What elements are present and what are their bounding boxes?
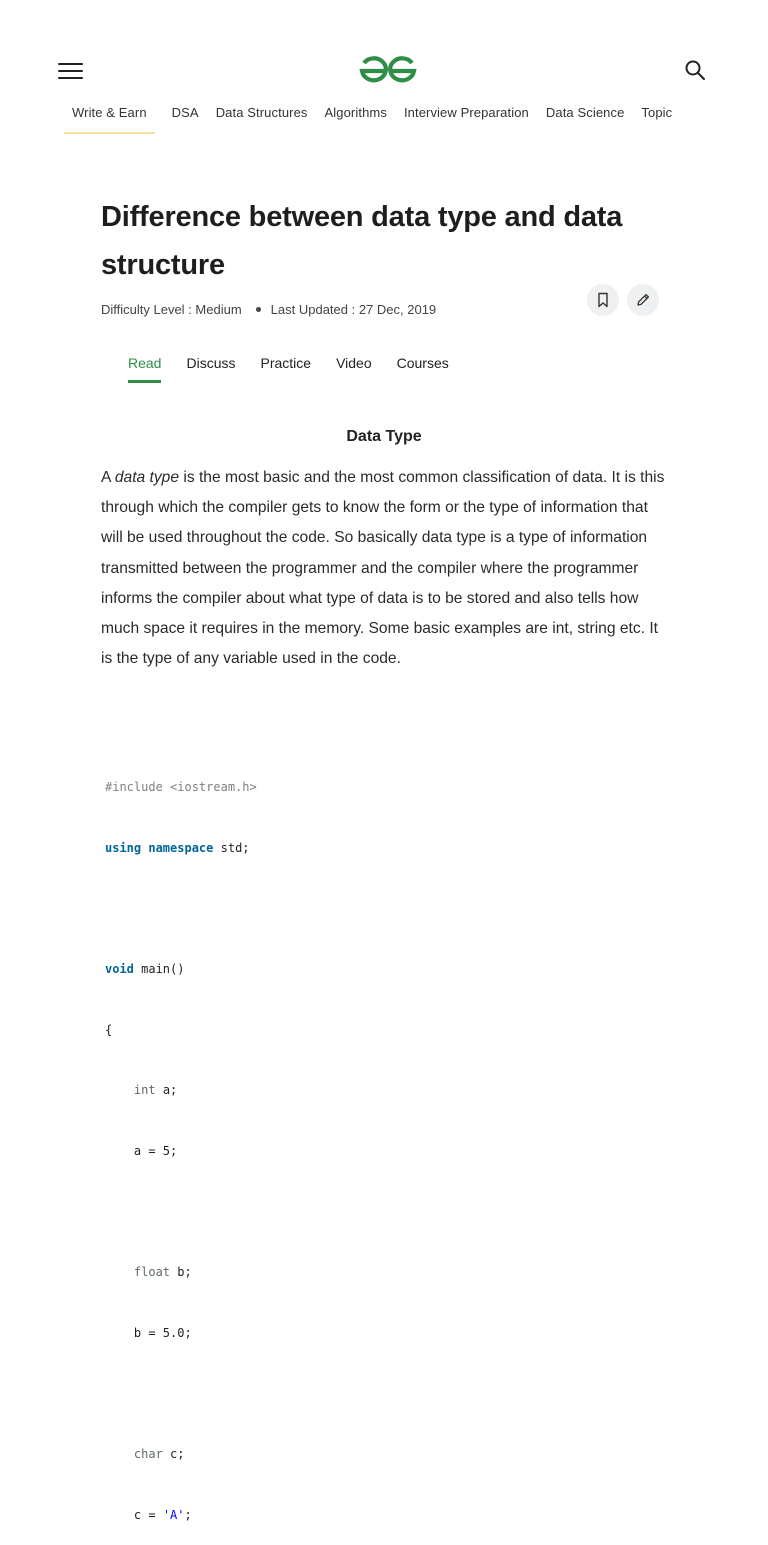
bookmark-icon <box>596 292 610 308</box>
code-text: c; <box>162 1446 185 1461</box>
difficulty-level: Difficulty Level : Medium <box>101 302 242 317</box>
code-blank-line <box>105 1383 257 1403</box>
edit-button[interactable] <box>627 284 659 316</box>
tab-read[interactable]: Read <box>128 355 161 383</box>
nav-item-data-structures[interactable]: Data Structures <box>215 105 308 120</box>
code-text: main() <box>133 962 185 977</box>
nav-item-data-science[interactable]: Data Science <box>545 105 625 120</box>
pencil-icon <box>635 292 651 308</box>
last-updated: Last Updated : 27 Dec, 2019 <box>270 302 437 317</box>
code-line <box>105 1262 257 1282</box>
bookmark-button[interactable] <box>587 284 619 316</box>
nav-item-interview-preparation[interactable]: Interview Preparation <box>403 105 529 120</box>
section-heading: Data Type <box>346 428 422 445</box>
code-line <box>105 1141 257 1161</box>
code-line <box>105 1020 257 1040</box>
meta-separator <box>256 307 261 312</box>
code-line <box>105 1444 257 1464</box>
search-icon[interactable] <box>683 58 707 82</box>
code-block <box>105 737 257 1545</box>
code-text: a; <box>155 1083 178 1098</box>
code-keyword: using <box>105 841 142 855</box>
code-text: b = 5.0; <box>133 1325 192 1340</box>
hamburger-menu-icon[interactable] <box>58 59 84 81</box>
site-header <box>0 0 768 140</box>
tab-discuss[interactable]: Discuss <box>186 355 236 371</box>
nav-item-algorithms[interactable]: Algorithms <box>324 105 387 120</box>
nav-item-dsa[interactable]: DSA <box>171 105 199 120</box>
code-type: float <box>133 1265 171 1280</box>
tab-practice[interactable]: Practice <box>260 355 312 371</box>
code-blank-line <box>105 899 257 919</box>
para-body: is the most basic and the most common classification of data. It is this through which the compiler gets to know the form or the type of information that will be used throughout the code. So basically data type is a type of information transmitted between the programmer and the compiler where the programmer informs the compiler about what type of data is to be stored and also tells how much space it requires in the memory. Some basic examples are int, string etc. It is the type of any variable used in the code. <box>101 469 665 668</box>
para-prefix: A <box>101 469 115 486</box>
article-meta <box>101 302 436 317</box>
code-line <box>105 959 257 979</box>
code-text: std; <box>213 841 250 855</box>
code-blank-line <box>105 1202 257 1222</box>
code-line <box>105 1323 257 1343</box>
code-line <box>105 838 257 858</box>
code-include: #include <iostream.h> <box>105 780 257 795</box>
nav-item-write-earn[interactable]: Write & Earn <box>64 100 155 134</box>
code-type: char <box>133 1446 163 1461</box>
code-keyword: namespace <box>148 841 214 855</box>
tab-courses[interactable]: Courses <box>396 355 449 371</box>
code-line <box>105 777 257 797</box>
code-keyword: void <box>105 962 134 977</box>
page-title: Difference between data type and data structure <box>101 201 623 281</box>
article-tabs <box>128 355 474 383</box>
tab-video[interactable]: Video <box>336 355 372 371</box>
code-text: c = <box>133 1507 163 1522</box>
article-paragraph <box>101 463 669 674</box>
nav-item-topic[interactable]: Topic <box>641 105 673 120</box>
code-text: b; <box>170 1265 192 1280</box>
code-type: int <box>133 1083 156 1098</box>
para-emphasis: data type <box>114 469 180 486</box>
code-text: ; <box>184 1507 192 1522</box>
code-line <box>105 1080 257 1100</box>
code-text: { <box>105 1022 113 1037</box>
code-string: 'A' <box>162 1507 185 1522</box>
gfg-logo[interactable] <box>358 55 418 87</box>
top-nav <box>64 100 704 134</box>
code-text: a = 5; <box>133 1143 178 1158</box>
code-line <box>105 1505 257 1525</box>
